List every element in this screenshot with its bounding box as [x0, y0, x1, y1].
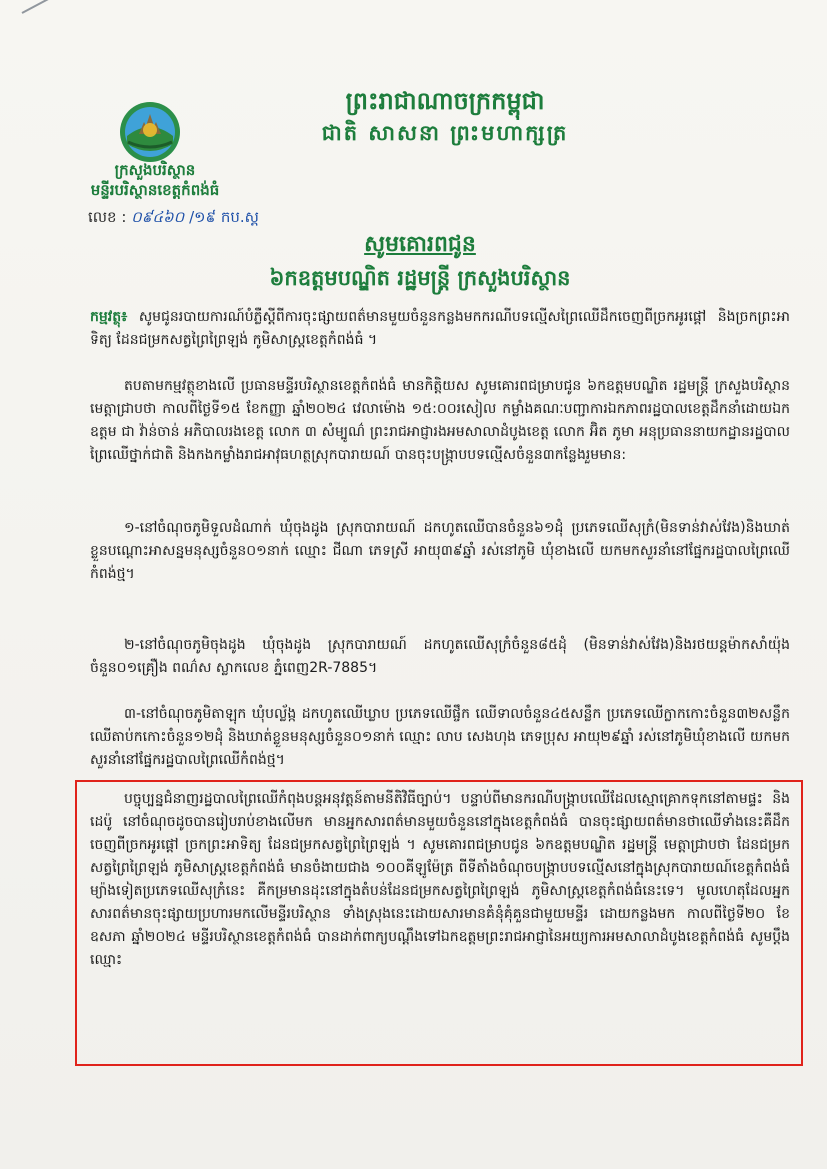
red-highlight-box [75, 780, 803, 1066]
reference-number [88, 206, 288, 228]
subject-paragraph [90, 306, 790, 352]
ref-value: ០៩៤៦០ [131, 208, 185, 226]
subject-text: សូមជូនរបាយការណ៍បំភ្លឺស្ដីពីការចុះផ្សាយពត៌មានមួយចំនួនកន្លងមកករណីបទល្មើសព្រៃឈើដឹកចេញពីច្រកអូរផ្ដៅ និងច្រកព្រះអាទិត្យ ដែនជម្រកសត្វព្រៃព្រៃឡង់ កូមិសាស្ត្រខេត្តកំពង់ធំ ។ [90, 309, 790, 348]
paragraph-highlighted: បច្ចុប្បន្នជំនាញរដ្ឋបាលព្រៃឈើកំពុងបន្តអនុវត្តន៍តាមនីតិវិធីច្បាប់។ បន្ទាប់ពីមានករណីបង្ក្រាបឈើដែលស្មោគ្រោកទុកនៅតាមផ្ទះ និងដេប៉ូ នៅចំណុចដូចបានរៀបរាប់ខាងលើមក មានអ្នកសារពត៌មានមួយចំនួននៅក្នុងខេត្តកំពង់ធំ បានចុះផ្សាយពត៌មានថាឈើទាំងនេះគឺដឹកចេញពីច្រកអូរផ្ដៅ ច្រកព្រះអាទិត្យ ដែនជម្រកសត្វព្រៃព្រៃឡង់ ។ សូមគោរពជម្រាបជូន ៦កឧត្តមបណ្ឌិត រដ្ឋមន្ត្រី មេត្តាជ្រាបថា ដែនជម្រកសត្វព្រៃព្រៃឡង់ ភូមិសាស្ត្រខេត្តកំពង់ធំ មានចំងាយជាង ១០០គីឡូម៉ែត្រ ពីទីតាំងចំណុចបង្ក្រាបបទល្មើសនៅក្នុងស្រុកបារាយណ៍ខេត្តកំពង់ធំ ម្យ៉ាងទៀតប្រភេទឈើសុក្រំនេះ គឺកម្រមានដុះនៅក្នុងតំបន់ដែនជម្រកសត្វព្រៃព្រៃឡង់ ភូមិសាស្ត្រខេត្តកំពង់ធំនេះទេ។ មូលហេតុដែលអ្នកសារពត៌មានចុះផ្សាយប្រហារមកលើមន្ទីរបរិស្ថាន ទាំងស្រុងនេះដោយសារមានគំនុំគុំគួនជាមួយមន្ទីរ ដោយកន្លងមក កាលពីថ្ងៃទី២០ ខែឧសភា ឆ្នាំ២០២៤ មន្ទីរបរិស្ថានខេត្តកំពង់ធំ បានដាក់ពាក្យបណ្ដឹងទៅឯកឧត្តមព្រះរាជអាជ្ញានៃអយ្យការអមសាលាដំបូងខេត្តកំពង់ធំ សូមប្ដឹងឈ្មោះ [90, 791, 790, 968]
ministry-name: ក្រសួងបរិស្ថាន [114, 161, 196, 179]
subject-label: កម្មវត្ថុ៖ [90, 309, 128, 325]
ref-suffix: /១៩ កប.ស្ត [189, 208, 259, 226]
kingdom-header [300, 84, 590, 148]
ref-label: លេខ : [88, 208, 127, 226]
department-name: មន្ទីរបរិស្ថានខេត្តកំពង់ធំ [90, 181, 220, 199]
respectfully-to: សូមគោរពជូន [364, 232, 476, 257]
addressee-title: ៦កឧត្តមបណ្ឌិត រដ្ឋមន្ត្រី ក្រសួងបរិស្ថាន [269, 266, 571, 290]
ministry-block [60, 160, 250, 200]
kingdom-title: ព្រះរាជាណាចក្រកម្ពុជា [345, 87, 545, 115]
paragraph-item-1: ១-នៅចំណុចភូមិទួលដំណាក់ ឃុំចុងដូង ស្រុកបារាយណ៍ ដកហូតឈើបានចំនួន៦១ដុំ ប្រភេទឈើសុក្រំ(មិនទាន់វាស់វែង)និងឃាត់ខ្លួនបណ្ដោះអាសន្នមនុស្សចំនួន០១នាក់ ឈ្មោះ ជីណា ភេទស្រី អាយុ៣៩ឆ្នាំ រស់នៅភូមិ ឃុំខាងលើ យកមកសួរនាំនៅផ្នែករដ្ឋបាលព្រៃឈើកំពង់ថ្ម។ [90, 520, 790, 582]
kingdom-motto: ជាតិ សាសនា ព្រះមហាក្សត្រ [321, 121, 569, 145]
ministry-environment-logo-icon [118, 100, 182, 164]
paragraph-item-3: ៣-នៅចំណុចភូមិតាឡុក ឃុំបល្ល័ង្ក ដកហូតឈើឃ្លាប ប្រភេទឈើផ្ចឹក ឈើទាលចំនួន៤៥សន្លឹក ប្រភេទឈើក្លាកកោះចំនួន៣២សន្លឹក ឈើតាប់កកោះចំនួន១២ដុំ និងឃាត់ខ្លួនមនុស្សចំនួន០១នាក់ ឈ្មោះ លាប សេងហុង ភេទប្រុស អាយុ២៩ឆ្នាំ រស់នៅភូមិឃុំខាងលើ យកមកសួរនាំនៅផ្នែករដ្ឋបាលព្រៃឈើកំពង់ថ្ម។ [90, 706, 790, 768]
addressee-block [150, 228, 690, 294]
pen-mark [22, 0, 53, 14]
paragraph-intro: តបតាមកម្មវត្ថុខាងលើ ប្រធានមន្ទីរបរិស្ថានខេត្តកំពង់ធំ មានកិត្តិយស សូមគោរពជម្រាបជូន ៦កឧត្តមបណ្ឌិត រដ្ឋមន្ត្រី ក្រសួងបរិស្ថាន មេត្តាជ្រាបថា កាលពីថ្ងៃទី១៥ ខែកញ្ញា ឆ្នាំ២០២៤ វេលាម៉ោង ១៥:០០រសៀល កម្លាំងគណៈបញ្ជាការឯកភាពរដ្ឋបាលខេត្តដឹកនាំដោយឯកឧត្តម ជា វ៉ាន់ចាន់ អភិបាលរងខេត្ត លោក ៣ សំម្បូណ៌ ព្រះរាជអាជ្ញារងអមសាលាដំបូងខេត្ត លោក អ៊ិត ភូមា អនុប្រធាននាយកដ្ឋានរដ្ឋបាលព្រៃឈើថ្នាក់ជាតិ និងកងកម្លាំងរាជអាវុធហត្ថស្រុកបារាយណ៍ បានចុះបង្ក្រាបបទល្មើសចំនួន៣កន្លែងរួមមាន: [90, 378, 790, 463]
paragraph-item-2: ២-នៅចំណុចភូមិចុងដូង ឃុំចុងដូង ស្រុកបារាយណ៍ ដកហូតឈើសុក្រំចំនួន៨៥ដុំ (មិនទាន់វាស់វែង)និងរថយន្តម៉ាកសាំយ៉ុងចំនួន០១គ្រឿង ពណ៌ស ស្លាកលេខ ភ្នំពេញ2R-7885។ [90, 637, 790, 676]
